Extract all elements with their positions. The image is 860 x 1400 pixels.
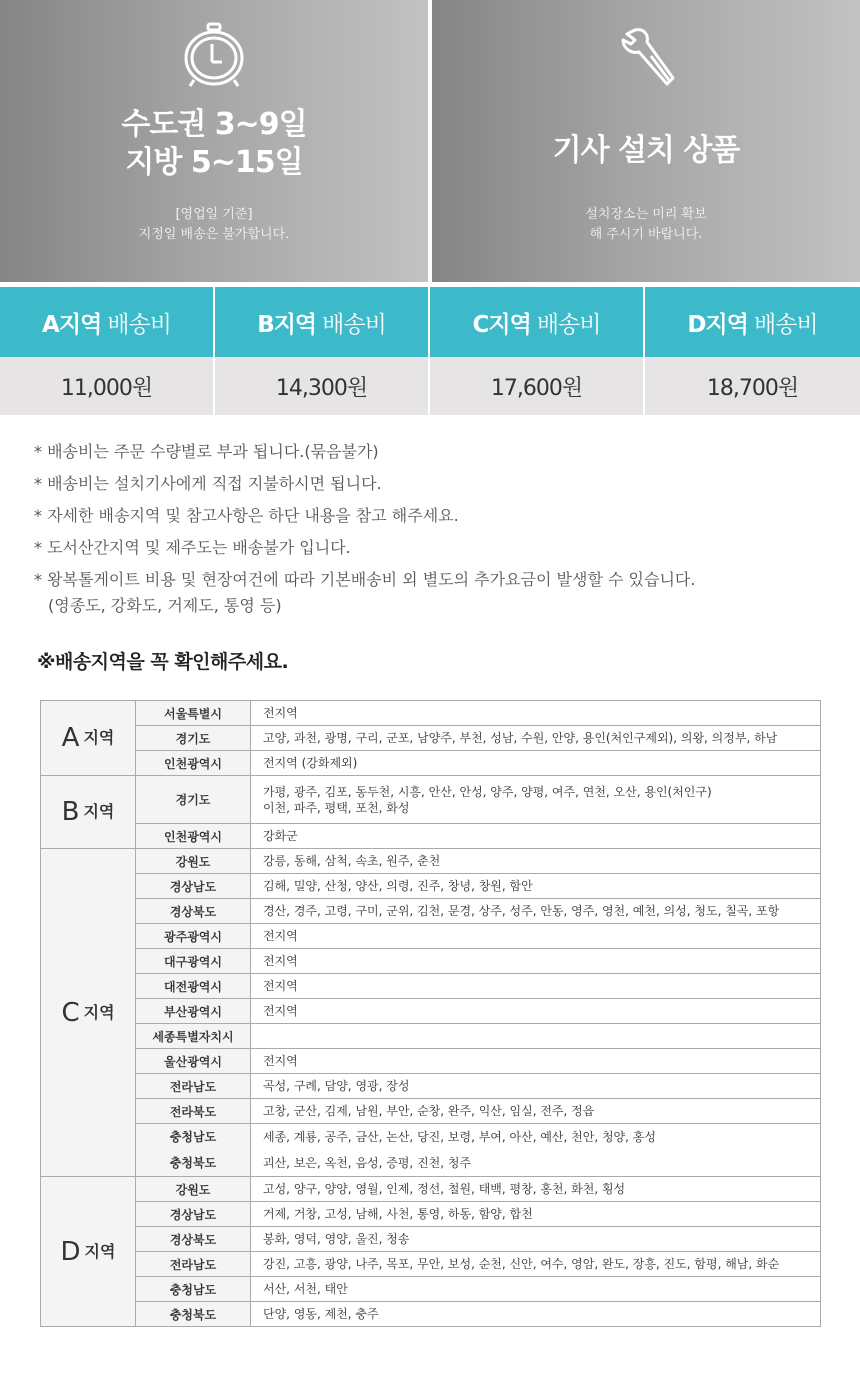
area-cell [251,1177,821,1202]
province-name: 강원도 [175,854,211,869]
note-item: * 도서산간지역 및 제주도는 배송불가 입니다. [34,538,351,557]
table-row [41,999,821,1024]
province-cell [136,1227,251,1252]
area-list: 전지역 [263,929,298,943]
area-cell [251,949,821,974]
area-cell [251,1302,821,1327]
area-list: 가평, 광주, 김포, 동두천, 시흥, 안산, 안성, 양주, 양평, 여주, 연천, 오산, 용인(처인구) [263,784,712,799]
area-cell [251,1252,821,1277]
table-row [41,1049,821,1074]
province-cell [136,726,251,751]
area-list: 전지역 [263,706,298,720]
area-list: 봉화, 영덕, 영양, 울진, 청송 [263,1232,410,1246]
area-list: 김해, 밀양, 산청, 양산, 의령, 진주, 창녕, 창원, 함안 [263,879,533,893]
installation-panel [432,0,860,282]
province-cell [136,824,251,849]
region-label [41,776,136,849]
area-list: 거제, 거창, 고성, 남해, 사천, 통영, 하동, 함양, 합천 [263,1207,533,1221]
fee-header-c: C지역 배송비 [430,287,645,357]
province-name: 충청북도 [169,1156,217,1170]
table-row [41,751,821,776]
province-cell [136,974,251,999]
delivery-period-title: 수도권 3~9일 지방 5~15일 [121,107,307,180]
area-list: 고양, 과천, 광명, 구리, 군포, 남양주, 부천, 성남, 수원, 안양, 용인(처인구제외), 의왕, 의정부, 하남 [263,731,778,745]
province-cell [136,899,251,924]
area-list: 세종, 계룡, 공주, 금산, 논산, 당진, 보령, 부여, 아산, 예산, 천안, 청양, 홍성 [263,1130,656,1144]
province-cell [136,874,251,899]
province-name: 경기도 [175,793,211,807]
province-name: 전라남도 [169,1079,217,1094]
check-region-heading: ※배송지역을 꼭 확인해주세요. [37,651,289,673]
province-name: 서울특별시 [164,706,222,721]
province-cell [136,751,251,776]
region-suffix: 지역 [84,1241,116,1261]
info-panels [0,0,860,282]
province-name: 전라북도 [169,1104,217,1119]
delivery-period-note: [영업일 기준] 지정일 배송은 불가합니다. [138,207,290,242]
region-suffix: 지역 [83,802,115,821]
province-name: 충청북도 [169,1307,217,1322]
area-list: 고창, 군산, 김제, 남원, 부안, 순창, 완주, 익산, 임실, 전주, 정읍 [263,1104,595,1118]
table-row [41,949,821,974]
area-cell [251,1049,821,1074]
table-row [41,1099,821,1124]
area-cell [251,751,821,776]
province-cell [136,1124,251,1177]
area-cell [251,1202,821,1227]
table-row [41,1252,821,1277]
shipping-fee-table [0,287,860,415]
area-cell [251,1277,821,1302]
note-item: * 자세한 배송지역 및 참고사항은 하단 내용을 참고 해주세요. [34,506,459,525]
alarm-clock-icon [182,22,246,88]
table-row [41,899,821,924]
fee-header-d: D지역 배송비 [645,287,860,357]
province-name: 충청남도 [169,1130,217,1144]
province-name: 경상남도 [169,879,217,894]
region-letter: A [61,723,80,753]
area-cell [251,974,821,999]
province-cell [136,1024,251,1049]
area-list: 강진, 고흥, 광양, 나주, 목포, 무안, 보성, 순천, 신안, 여수, 영암, 완도, 장흥, 진도, 함평, 해남, 화순 [263,1257,780,1271]
area-cell [251,1074,821,1099]
province-cell [136,1049,251,1074]
table-row [41,701,821,726]
province-cell [136,924,251,949]
province-name: 경상북도 [169,1232,217,1247]
table-row [41,1227,821,1252]
province-cell [136,1177,251,1202]
area-list: 전지역 [263,1004,298,1018]
region-table [40,700,821,1327]
area-cell [251,776,821,824]
table-row [41,874,821,899]
note-item: * 왕복톨게이트 비용 및 현장여건에 따라 기본배송비 외 별도의 추가요금이 발생할 수 있습니다. [34,570,696,589]
region-suffix: 지역 [83,728,115,747]
area-cell [251,824,821,849]
table-row [41,1202,821,1227]
region-label [41,849,136,1177]
table-row [41,1124,821,1177]
region-label [41,1177,136,1327]
province-name: 인천광역시 [164,829,222,844]
area-cell [251,924,821,949]
province-name: 경상남도 [169,1207,217,1222]
province-cell [136,1074,251,1099]
table-row [41,974,821,999]
installation-note: 설치장소는 미리 확보 해 주시기 바랍니다. [585,207,707,242]
province-name: 대전광역시 [164,979,222,994]
province-name: 경상북도 [169,904,217,919]
table-row [41,1074,821,1099]
note-item: * 배송비는 설치기사에게 직접 지불하시면 됩니다. [34,474,382,493]
province-name: 부산광역시 [164,1004,222,1019]
region-letter: C [61,997,80,1028]
region-letter: D [60,1236,81,1267]
fee-header-b: B지역 배송비 [215,287,430,357]
area-list: 서산, 서천, 태안 [263,1282,348,1296]
province-name: 울산광역시 [164,1054,222,1069]
table-row [41,776,821,824]
province-cell [136,1277,251,1302]
region-suffix: 지역 [83,1002,115,1022]
table-row [41,924,821,949]
area-cell [251,1124,821,1177]
area-cell [251,1024,821,1049]
table-row [41,726,821,751]
area-list: 이천, 파주, 평택, 포천, 화성 [263,800,410,815]
area-list: 전지역 [263,979,298,993]
area-cell [251,726,821,751]
province-cell [136,1202,251,1227]
installation-title: 기사 설치 상품 [552,133,740,168]
province-cell [136,849,251,874]
province-cell [136,999,251,1024]
province-cell [136,949,251,974]
area-list: 전지역 (강화제외) [263,756,358,770]
region-label [41,701,136,776]
table-row [41,1302,821,1327]
delivery-period-panel [0,0,428,282]
region-letter: B [61,797,80,827]
note-sub: (영종도, 강화도, 거제도, 통영 등) [48,596,282,615]
province-cell [136,701,251,726]
fee-header-a: A지역 배송비 [0,287,215,357]
fee-price-b: 14,300원 [215,357,430,415]
area-list: 고성, 양구, 양양, 영월, 인제, 정선, 철원, 태백, 평창, 홍천, 화천, 횡성 [263,1182,626,1196]
area-list: 단양, 영동, 제천, 충주 [263,1307,379,1321]
province-name: 충청남도 [169,1282,217,1297]
fee-price-c: 17,600원 [430,357,645,415]
province-cell [136,1302,251,1327]
table-row [41,1024,821,1049]
area-list: 전지역 [263,1054,298,1068]
area-list: 경산, 경주, 고령, 구미, 군위, 김천, 문경, 상주, 성주, 안동, 영주, 영천, 예천, 의성, 청도, 칠곡, 포항 [263,904,780,918]
area-cell [251,874,821,899]
fee-price-a: 11,000원 [0,357,215,415]
note-item: * 배송비는 주문 수량별로 부과 됩니다.(묶음불가) [34,442,379,461]
table-row [41,1177,821,1202]
province-cell [136,1252,251,1277]
province-name: 강원도 [175,1182,211,1197]
province-cell [136,776,251,824]
area-list: 강릉, 동해, 삼척, 속초, 원주, 춘천 [263,854,441,868]
area-cell [251,1227,821,1252]
area-list: 강화군 [263,829,298,843]
table-row [41,824,821,849]
area-list: 전지역 [263,954,298,968]
area-cell [251,701,821,726]
province-cell [136,1099,251,1124]
table-row [41,849,821,874]
province-name: 세종특별자치시 [152,1029,234,1044]
province-name: 광주광역시 [164,929,222,944]
area-list: 괴산, 보은, 옥천, 음성, 증평, 진천, 청주 [263,1156,472,1170]
province-name: 대구광역시 [164,954,222,969]
area-cell [251,1099,821,1124]
fee-price-d: 18,700원 [645,357,860,415]
table-row [41,1277,821,1302]
province-name: 전라남도 [169,1257,217,1272]
shipping-notes [34,436,695,622]
area-cell [251,899,821,924]
province-name: 인천광역시 [164,756,222,771]
province-name: 경기도 [175,731,211,746]
wrench-icon [611,22,681,92]
area-cell [251,999,821,1024]
area-list: 곡성, 구례, 담양, 영광, 장성 [263,1079,410,1093]
area-cell [251,849,821,874]
